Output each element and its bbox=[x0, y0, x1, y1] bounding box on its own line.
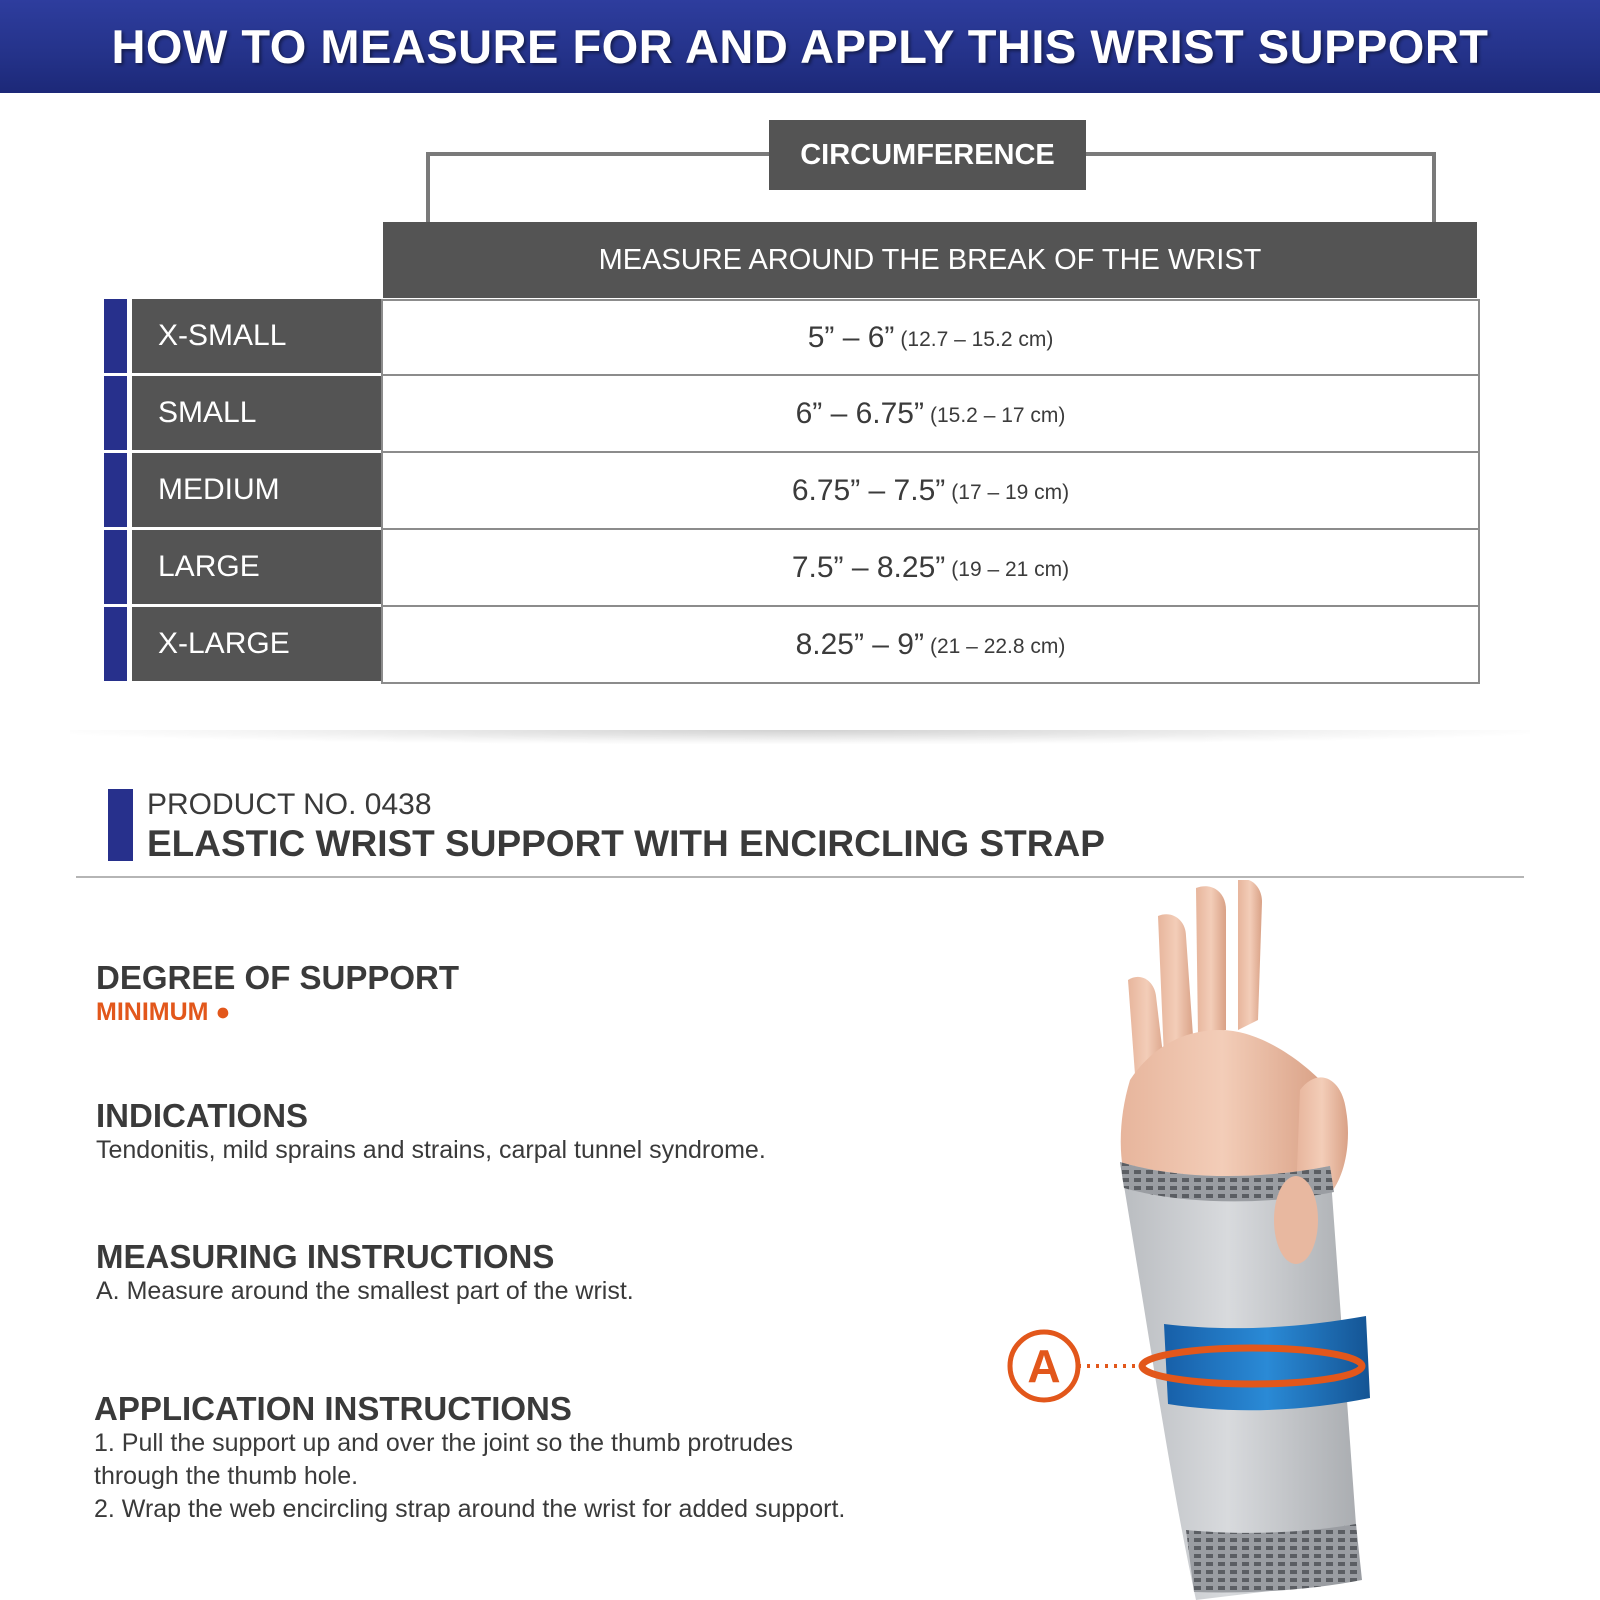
size-label: MEDIUM bbox=[132, 453, 381, 527]
wrist-support-illustration bbox=[1000, 880, 1600, 1600]
application-section bbox=[94, 1391, 974, 1526]
measuring-section bbox=[96, 1239, 976, 1308]
row-accent-bar bbox=[104, 299, 127, 373]
support-section bbox=[96, 960, 976, 1027]
size-label: X-SMALL bbox=[132, 299, 381, 373]
application-line-1: 1. Pull the support up and over the joint so the thumb protrudes bbox=[94, 1429, 794, 1457]
size-row-medium bbox=[104, 453, 1480, 530]
size-range bbox=[381, 530, 1480, 607]
row-accent-bar bbox=[104, 607, 127, 681]
range-cm: (17 – 19 cm) bbox=[951, 480, 1070, 504]
row-accent-bar bbox=[104, 376, 127, 450]
application-line-3: 2. Wrap the web encircling strap around the wrist for added support. bbox=[94, 1495, 846, 1523]
range-inches: 6” – 6.75” bbox=[795, 396, 924, 430]
application-heading: APPLICATION INSTRUCTIONS bbox=[94, 1390, 572, 1427]
product-name: ELASTIC WRIST SUPPORT WITH ENCIRCLING STRAP bbox=[147, 823, 1105, 864]
support-heading: DEGREE OF SUPPORT bbox=[96, 959, 460, 996]
size-chart-table bbox=[104, 299, 1480, 684]
row-accent-bar bbox=[104, 530, 127, 604]
measuring-heading: MEASURING INSTRUCTIONS bbox=[96, 1238, 555, 1275]
section-divider bbox=[70, 730, 1530, 744]
range-cm: (21 – 22.8 cm) bbox=[930, 634, 1066, 658]
support-level: MINIMUM ● bbox=[96, 998, 231, 1026]
measuring-text: A. Measure around the smallest part of the wrist. bbox=[96, 1277, 634, 1305]
indications-section bbox=[96, 1098, 976, 1167]
size-row-small bbox=[104, 376, 1480, 453]
product-accent-bar bbox=[108, 789, 133, 861]
range-cm: (15.2 – 17 cm) bbox=[930, 403, 1066, 427]
size-range bbox=[381, 607, 1480, 684]
product-number: PRODUCT NO. 0438 bbox=[147, 788, 432, 821]
range-inches: 5” – 6” bbox=[807, 320, 895, 354]
marker-a-label: A bbox=[1027, 1340, 1061, 1392]
range-inches: 7.5” – 8.25” bbox=[791, 550, 946, 584]
range-inches: 6.75” – 7.5” bbox=[791, 473, 946, 507]
page-title: HOW TO MEASURE FOR AND APPLY THIS WRIST SUPPORT bbox=[111, 20, 1489, 73]
size-label: LARGE bbox=[132, 530, 381, 604]
finger bbox=[1238, 880, 1262, 1030]
range-inches: 8.25” – 9” bbox=[795, 627, 924, 661]
size-label: SMALL bbox=[132, 376, 381, 450]
hand-with-brace-image bbox=[1000, 880, 1600, 1600]
size-row-large bbox=[104, 530, 1480, 607]
product-divider bbox=[76, 876, 1524, 878]
size-range bbox=[381, 299, 1480, 376]
size-label: X-LARGE bbox=[132, 607, 381, 681]
size-row-x-large bbox=[104, 607, 1480, 684]
title-banner bbox=[0, 0, 1600, 93]
size-range bbox=[381, 376, 1480, 453]
application-line-2: through the thumb hole. bbox=[94, 1462, 359, 1490]
measure-column-header: MEASURE AROUND THE BREAK OF THE WRIST bbox=[383, 222, 1477, 298]
size-range bbox=[381, 453, 1480, 530]
size-row-x-small bbox=[104, 299, 1480, 376]
indications-text: Tendonitis, mild sprains and strains, carpal tunnel syndrome. bbox=[96, 1136, 766, 1164]
circumference-label: CIRCUMFERENCE bbox=[769, 120, 1086, 190]
indications-heading: INDICATIONS bbox=[96, 1097, 309, 1134]
range-cm: (19 – 21 cm) bbox=[951, 557, 1070, 581]
encircling-strap bbox=[1164, 1316, 1370, 1410]
row-accent-bar bbox=[104, 453, 127, 527]
range-cm: (12.7 – 15.2 cm) bbox=[900, 327, 1054, 351]
